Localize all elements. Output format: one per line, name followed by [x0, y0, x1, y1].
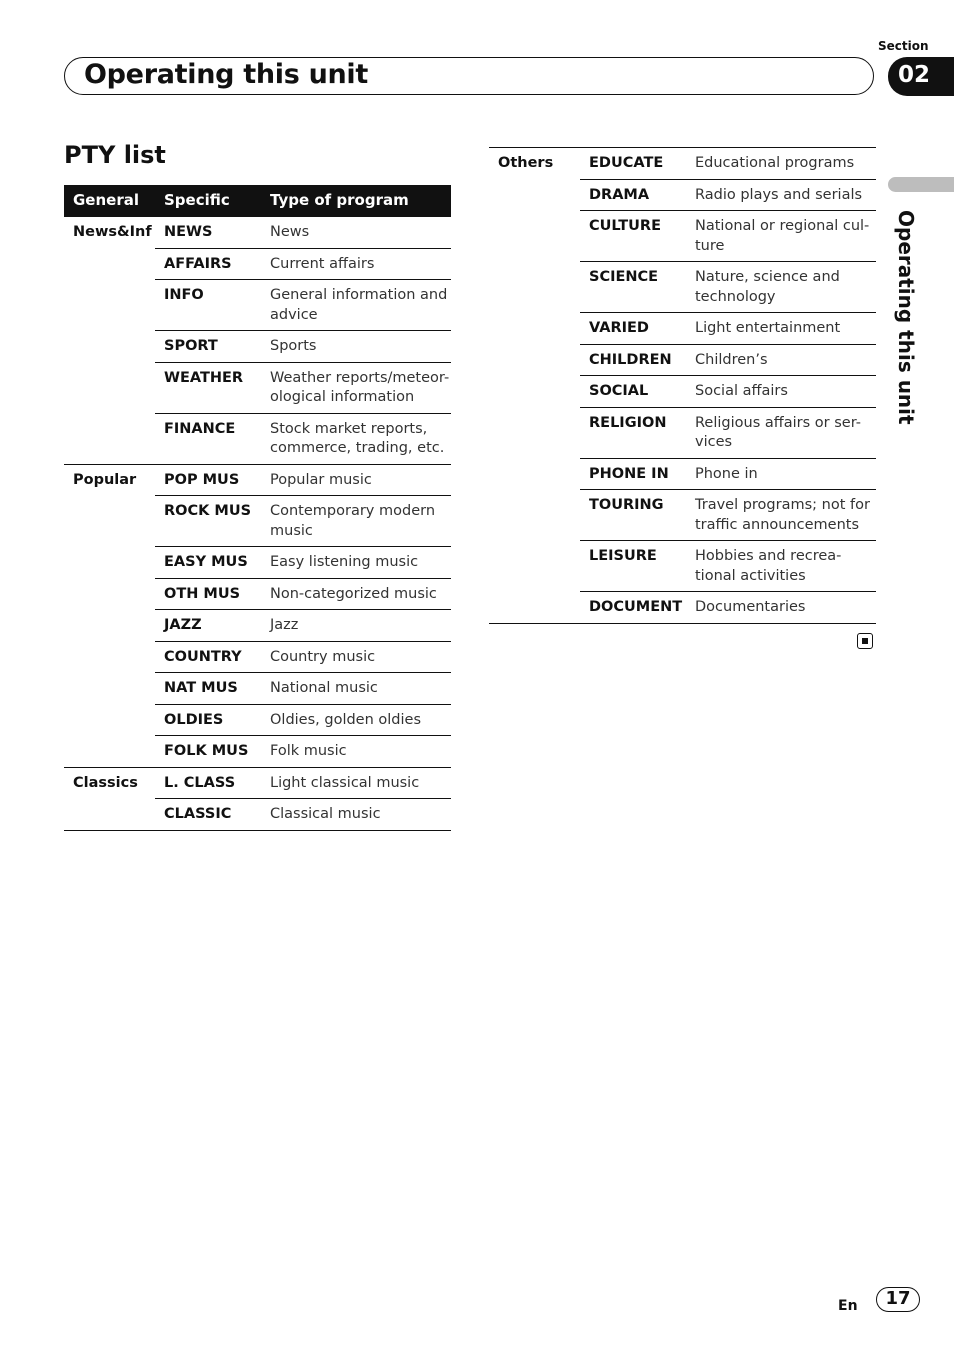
table-row	[489, 262, 876, 313]
column-header-type: Type of program	[261, 185, 451, 217]
general-category-empty	[489, 458, 580, 490]
general-category: Classics	[64, 767, 155, 799]
specific-code: FINANCE	[155, 413, 261, 464]
general-category-empty	[64, 704, 155, 736]
specific-code: INFO	[155, 280, 261, 331]
table-row	[64, 704, 451, 736]
specific-code: POP MUS	[155, 464, 261, 496]
table-row	[64, 610, 451, 642]
page-number: 17	[876, 1287, 920, 1312]
program-type: Jazz	[261, 610, 451, 642]
general-category-empty	[489, 344, 580, 376]
general-category-empty	[64, 799, 155, 831]
program-type: Folk music	[261, 736, 451, 768]
section-label: Section	[878, 39, 929, 53]
general-category-empty	[64, 362, 155, 413]
table-row	[489, 592, 876, 624]
program-type: Easy listening music	[261, 547, 451, 579]
general-category-empty	[64, 673, 155, 705]
program-type: Educational programs	[695, 155, 855, 171]
general-category-empty	[64, 736, 155, 768]
section-badge	[888, 57, 954, 96]
specific-code: JAZZ	[155, 610, 261, 642]
specific-code: EDUCATE	[589, 155, 664, 171]
specific-code: DOCUMENT	[580, 592, 686, 624]
section-number: 02	[898, 62, 931, 88]
table-row	[64, 413, 451, 464]
program-type: Classical music	[261, 799, 451, 831]
program-type: Religious affairs or ser- vices	[686, 407, 876, 458]
language-label: En	[838, 1298, 858, 1314]
program-type: Nature, science and technology	[686, 262, 876, 313]
general-category: Popular	[64, 464, 155, 496]
table-row	[64, 248, 451, 280]
program-type: Sports	[261, 331, 451, 363]
general-category-empty	[489, 262, 580, 313]
specific-code: EASY MUS	[155, 547, 261, 579]
table-row	[489, 490, 876, 541]
program-type: Travel programs; not for traffic announcements	[686, 490, 876, 541]
program-type: News	[270, 224, 310, 240]
table-row	[489, 148, 876, 180]
general-category: Others	[498, 155, 554, 171]
program-type: Children’s	[686, 344, 876, 376]
table-row	[489, 407, 876, 458]
program-type: National music	[261, 673, 451, 705]
specific-code: FOLK MUS	[155, 736, 261, 768]
specific-code: TOURING	[580, 490, 686, 541]
table-row	[489, 458, 876, 490]
pty-table-left	[64, 185, 451, 831]
program-type: Phone in	[686, 458, 876, 490]
specific-code: DRAMA	[580, 179, 686, 211]
program-type: Country music	[261, 641, 451, 673]
general-category-empty	[489, 376, 580, 408]
program-type: Social affairs	[686, 376, 876, 408]
specific-code: CLASSIC	[155, 799, 261, 831]
table-row	[64, 799, 451, 831]
table-row	[489, 313, 876, 345]
general-category-empty	[64, 331, 155, 363]
table-row	[64, 673, 451, 705]
program-type: General information and advice	[261, 280, 451, 331]
table-row	[64, 331, 451, 363]
general-category-empty	[489, 592, 580, 624]
general-category-empty	[489, 407, 580, 458]
specific-code: VARIED	[580, 313, 686, 345]
specific-code: NEWS	[164, 224, 213, 240]
specific-code: COUNTRY	[155, 641, 261, 673]
general-category-empty	[489, 313, 580, 345]
program-type: Non-categorized music	[261, 578, 451, 610]
general-category-empty	[64, 248, 155, 280]
program-type: Weather reports/meteor- ological information	[261, 362, 451, 413]
specific-code: ROCK MUS	[155, 496, 261, 547]
general-category-empty	[64, 641, 155, 673]
table-row	[64, 464, 451, 496]
table-row	[64, 736, 451, 768]
general-category-empty	[489, 179, 580, 211]
general-category-empty	[64, 578, 155, 610]
specific-code: RELIGION	[580, 407, 686, 458]
general-category-empty	[64, 547, 155, 579]
column-header-specific: Specific	[155, 185, 261, 217]
specific-code: L. CLASS	[155, 767, 261, 799]
specific-code: CULTURE	[580, 211, 686, 262]
side-tab-text: Operating this unit	[894, 210, 918, 425]
table-header-row	[64, 185, 451, 217]
table-row	[489, 211, 876, 262]
table-row	[64, 217, 451, 248]
table-row	[64, 767, 451, 799]
specific-code: OTH MUS	[155, 578, 261, 610]
program-type: National or regional cul- ture	[686, 211, 876, 262]
specific-code: CHILDREN	[580, 344, 686, 376]
specific-code: AFFAIRS	[155, 248, 261, 280]
specific-code: OLDIES	[155, 704, 261, 736]
table-row	[489, 541, 876, 592]
pty-heading: PTY list	[64, 141, 166, 169]
table-row	[64, 641, 451, 673]
program-type: Contemporary modern music	[261, 496, 451, 547]
general-category-empty	[64, 413, 155, 464]
general-category-empty	[64, 280, 155, 331]
general-category: News&Inf	[73, 224, 152, 240]
program-type: Hobbies and recrea- tional activities	[686, 541, 876, 592]
general-category-empty	[489, 541, 580, 592]
table-row	[489, 376, 876, 408]
program-type: Oldies, golden oldies	[261, 704, 451, 736]
general-category-empty	[489, 211, 580, 262]
column-header-general: General	[64, 185, 155, 217]
program-type: Light entertainment	[686, 313, 876, 345]
pty-table-right	[489, 147, 876, 624]
side-tab-bar	[888, 177, 954, 192]
program-type: Radio plays and serials	[686, 179, 876, 211]
table-row	[64, 578, 451, 610]
header-bar	[64, 57, 874, 95]
program-type: Current affairs	[261, 248, 451, 280]
end-of-section-icon	[857, 633, 873, 649]
table-row	[64, 496, 451, 547]
specific-code: NAT MUS	[155, 673, 261, 705]
specific-code: SPORT	[155, 331, 261, 363]
general-category-empty	[64, 496, 155, 547]
program-type: Popular music	[261, 464, 451, 496]
specific-code: SCIENCE	[580, 262, 686, 313]
table-row	[64, 547, 451, 579]
table-row	[489, 344, 876, 376]
specific-code: PHONE IN	[580, 458, 686, 490]
general-category-empty	[489, 490, 580, 541]
specific-code: LEISURE	[580, 541, 686, 592]
program-type: Documentaries	[686, 592, 876, 624]
specific-code: SOCIAL	[580, 376, 686, 408]
table-row	[64, 362, 451, 413]
specific-code: WEATHER	[155, 362, 261, 413]
table-row	[64, 280, 451, 331]
program-type: Light classical music	[261, 767, 451, 799]
general-category-empty	[64, 610, 155, 642]
table-row	[489, 179, 876, 211]
program-type: Stock market reports, commerce, trading, etc.	[261, 413, 451, 464]
page-title: Operating this unit	[84, 59, 368, 90]
